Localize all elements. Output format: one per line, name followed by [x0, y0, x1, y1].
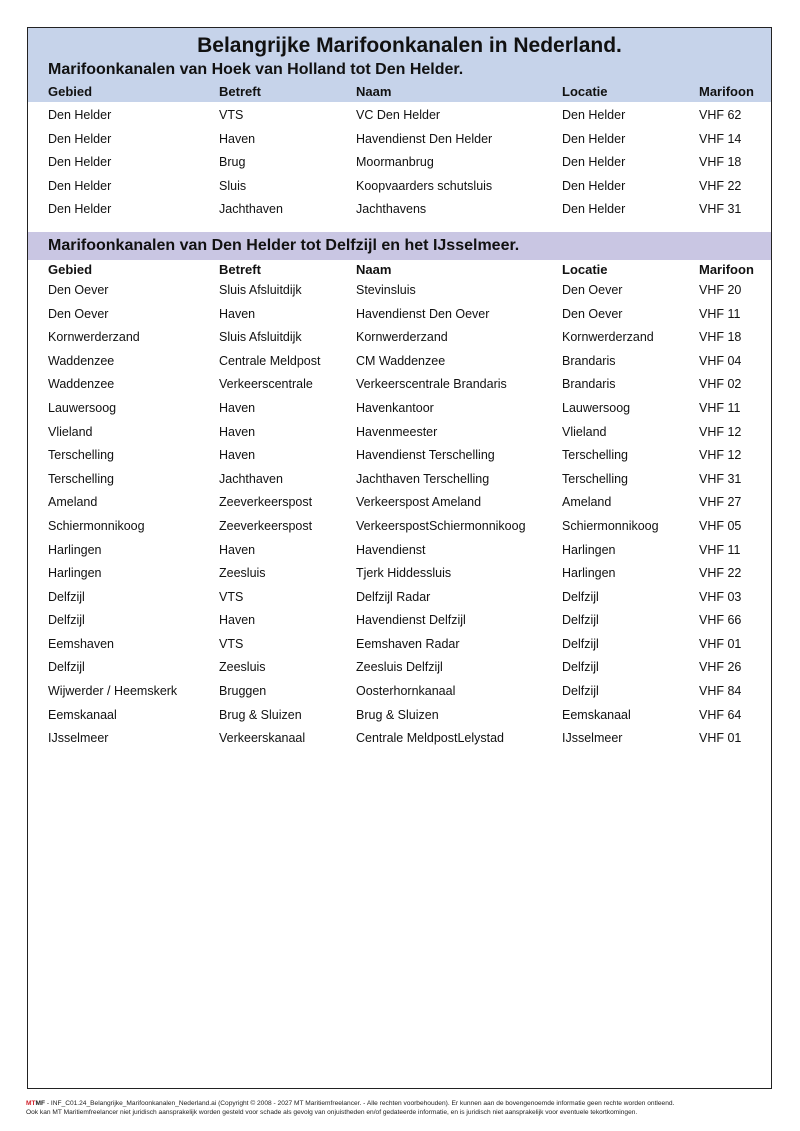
cell-marifoon: VHF 12	[699, 448, 742, 463]
cell-marifoon: VHF 64	[699, 707, 742, 722]
cell-marifoon: VHF 20	[699, 282, 742, 297]
cell-gebied: Kornwerderzand	[48, 330, 140, 345]
column-header-betreft: Betreft	[219, 261, 261, 277]
cell-marifoon: VHF 31	[699, 202, 742, 217]
cell-gebied: Ameland	[48, 495, 98, 510]
cell-gebied: Den Helder	[48, 155, 112, 170]
cell-marifoon: VHF 11	[699, 542, 741, 557]
table-row	[28, 680, 771, 704]
cell-locatie: Den Oever	[562, 306, 623, 321]
table-row	[28, 468, 771, 492]
cell-gebied: Delfzijl	[48, 613, 85, 628]
brand-mt: MT	[26, 1100, 36, 1107]
cell-gebied: Delfzijl	[48, 660, 85, 675]
cell-naam: Havendienst Delfzijl	[356, 613, 466, 628]
cell-gebied: Eemshaven	[48, 636, 115, 651]
table-row	[28, 586, 771, 610]
cell-gebied: Wijwerder / Heemskerk	[48, 684, 178, 699]
cell-naam: Kornwerderzand	[356, 330, 448, 345]
cell-gebied: Den Oever	[48, 306, 109, 321]
table-row	[28, 704, 771, 728]
cell-naam: Tjerk Hiddessluis	[356, 566, 452, 581]
cell-marifoon: VHF 31	[699, 471, 742, 486]
cell-locatie: Ameland	[562, 495, 612, 510]
cell-gebied: Den Helder	[48, 108, 112, 122]
cell-marifoon: VHF 27	[699, 495, 742, 510]
cell-betreft: Bruggen	[219, 684, 267, 699]
cell-marifoon: VHF 02	[699, 377, 742, 392]
cell-betreft: Haven	[219, 306, 256, 321]
cell-marifoon: VHF 12	[699, 424, 742, 439]
table-row	[28, 350, 771, 374]
section2-column-headers	[28, 260, 771, 279]
cell-marifoon: VHF 84	[699, 684, 742, 699]
cell-betreft: Jachthaven	[219, 202, 283, 217]
cell-betreft: Brug & Sluizen	[219, 707, 302, 722]
cell-locatie: IJsselmeer	[562, 731, 623, 746]
table-row	[28, 539, 771, 563]
cell-gebied: Waddenzee	[48, 353, 115, 368]
cell-marifoon: VHF 18	[699, 330, 742, 345]
cell-marifoon: VHF 11	[699, 400, 741, 415]
cell-gebied: Den Oever	[48, 282, 109, 297]
cell-gebied: Den Helder	[48, 202, 112, 217]
cell-marifoon: VHF 05	[699, 518, 742, 533]
cell-betreft: Zeesluis	[219, 660, 266, 675]
cell-betreft: Jachthaven	[219, 471, 283, 486]
cell-locatie: Brandaris	[562, 353, 616, 368]
cell-locatie: Terschelling	[562, 448, 629, 463]
table-row	[28, 397, 771, 421]
brand-mf: MF	[35, 1100, 46, 1107]
column-header-locatie: Locatie	[562, 261, 608, 277]
column-header-gebied: Gebied	[48, 261, 93, 277]
cell-naam: Eemshaven Radar	[356, 636, 460, 651]
cell-naam: Stevinsluis	[356, 282, 416, 297]
cell-gebied: Den Helder	[48, 178, 112, 193]
table-row	[28, 444, 771, 468]
cell-locatie: Lauwersoog	[562, 400, 631, 415]
cell-betreft: Sluis Afsluitdijk	[219, 330, 302, 345]
table-row	[28, 279, 771, 303]
table-row	[28, 373, 771, 397]
cell-marifoon: VHF 14	[699, 131, 742, 146]
column-header-gebied: Gebied	[48, 84, 93, 99]
cell-locatie: Delfzijl	[562, 589, 599, 604]
cell-marifoon: VHF 66	[699, 613, 742, 628]
cell-naam: Havendienst Terschelling	[356, 448, 495, 463]
table-row	[28, 727, 771, 751]
cell-naam: Jachthavens	[356, 202, 427, 217]
footer-line-2: Ook kan MT Maritiemfreelancer niet juridisch aansprakelijk worden gesteld voor schade als gevolg van onjuistheden en/of gedateerde informatie, en is juridisch niet aansprakelijk voor eventuele tekortkomingen.	[26, 1109, 638, 1116]
cell-betreft: Haven	[219, 424, 256, 439]
footer-line-1	[26, 1099, 786, 1108]
table-row	[28, 421, 771, 445]
cell-gebied: Delfzijl	[48, 589, 85, 604]
cell-naam: Oosterhornkanaal	[356, 684, 456, 699]
cell-naam: Havenkantoor	[356, 400, 434, 415]
cell-naam: Havenmeester	[356, 424, 438, 439]
cell-naam: VC Den Helder	[356, 108, 441, 122]
cell-gebied: Schiermonnikoog	[48, 518, 145, 533]
cell-betreft: Haven	[219, 131, 256, 146]
cell-locatie: Delfzijl	[562, 660, 599, 675]
table-row	[28, 326, 771, 350]
cell-marifoon: VHF 11	[699, 306, 741, 321]
column-header-marifoon: Marifoon	[699, 84, 754, 99]
cell-locatie: Vlieland	[562, 424, 607, 439]
table-row	[28, 128, 771, 152]
section1-column-headers	[48, 82, 771, 101]
cell-marifoon: VHF 04	[699, 353, 742, 368]
cell-betreft: Verkeerscentrale	[219, 377, 313, 392]
cell-locatie: Delfzijl	[562, 636, 599, 651]
cell-naam: Havendienst Den Oever	[356, 306, 490, 321]
section1-table	[28, 102, 771, 222]
cell-betreft: Centrale Meldpost	[219, 353, 321, 368]
cell-naam: Zeesluis Delfzijl	[356, 660, 443, 675]
cell-locatie: Den Helder	[562, 155, 626, 170]
cell-locatie: Den Helder	[562, 108, 626, 122]
cell-betreft: Zeeverkeerspost	[219, 495, 313, 510]
cell-locatie: Brandaris	[562, 377, 616, 392]
footer-text-1: - INF_C01.24_Belangrijke_Marifoonkanalen_Nederland.ai (Copyright © 2008 - 2027 MT Maritiemfreelancer. - Alle rechten voorbehouden). Er kunnen aan de bovengenoemde informatie geen rechte worden ontleend.	[45, 1100, 675, 1107]
cell-betreft: Verkeerskanaal	[219, 731, 306, 746]
cell-locatie: Schiermonnikoog	[562, 518, 659, 533]
column-header-marifoon: Marifoon	[699, 261, 754, 277]
table-row	[28, 175, 771, 199]
cell-naam: CM Waddenzee	[356, 353, 446, 368]
cell-naam: Jachthaven Terschelling	[356, 471, 490, 486]
cell-marifoon: VHF 03	[699, 589, 742, 604]
cell-marifoon: VHF 22	[699, 566, 742, 581]
cell-gebied: Den Helder	[48, 131, 112, 146]
cell-naam: Koopvaarders schutsluis	[356, 178, 493, 193]
cell-naam: Moormanbrug	[356, 155, 434, 170]
cell-betreft: Brug	[219, 155, 246, 170]
cell-betreft: Zeesluis	[219, 566, 266, 581]
cell-naam: VerkeerspostSchiermonnikoog	[356, 518, 526, 533]
cell-gebied: Harlingen	[48, 542, 102, 557]
cell-betreft: Sluis Afsluitdijk	[219, 282, 302, 297]
cell-locatie: Eemskanaal	[562, 707, 631, 722]
cell-gebied: Terschelling	[48, 448, 115, 463]
table-row	[28, 633, 771, 657]
cell-marifoon: VHF 18	[699, 155, 742, 170]
cell-gebied: IJsselmeer	[48, 731, 109, 746]
cell-betreft: VTS	[219, 589, 244, 604]
column-header-naam: Naam	[356, 84, 392, 99]
cell-marifoon: VHF 26	[699, 660, 742, 675]
section1-title: Marifoonkanalen van Hoek van Holland tot Den Helder.	[48, 61, 464, 78]
table-row	[28, 104, 771, 128]
table-row	[28, 656, 771, 680]
cell-marifoon: VHF 01	[699, 731, 742, 746]
table-row	[28, 151, 771, 175]
cell-naam: Verkeerspost Ameland	[356, 495, 482, 510]
cell-betreft: Sluis	[219, 178, 247, 193]
cell-naam: Verkeerscentrale Brandaris	[356, 377, 507, 392]
table-row	[28, 491, 771, 515]
column-header-betreft: Betreft	[219, 84, 261, 99]
table-row	[28, 515, 771, 539]
cell-gebied: Harlingen	[48, 566, 102, 581]
cell-naam: Brug & Sluizen	[356, 707, 439, 722]
cell-betreft: Haven	[219, 613, 256, 628]
cell-betreft: Haven	[219, 400, 256, 415]
cell-locatie: Den Oever	[562, 282, 623, 297]
section2-title: Marifoonkanalen van Den Helder tot Delfzijl en het IJsselmeer.	[28, 232, 771, 260]
cell-locatie: Den Helder	[562, 131, 626, 146]
cell-locatie: Den Helder	[562, 178, 626, 193]
cell-betreft: VTS	[219, 636, 244, 651]
cell-gebied: Lauwersoog	[48, 400, 117, 415]
cell-betreft: Haven	[219, 542, 256, 557]
cell-gebied: Eemskanaal	[48, 707, 117, 722]
cell-naam: Centrale MeldpostLelystad	[356, 731, 504, 746]
column-header-naam: Naam	[356, 261, 392, 277]
cell-locatie: Terschelling	[562, 471, 629, 486]
cell-gebied: Waddenzee	[48, 377, 115, 392]
table-row	[28, 303, 771, 327]
cell-gebied: Vlieland	[48, 424, 93, 439]
cell-naam: Delfzijl Radar	[356, 589, 431, 604]
table-row	[28, 609, 771, 633]
cell-locatie: Delfzijl	[562, 684, 599, 699]
document-frame	[27, 27, 772, 1089]
cell-locatie: Harlingen	[562, 542, 616, 557]
page-title: Belangrijke Marifoonkanalen in Nederland.	[197, 34, 622, 57]
cell-naam: Havendienst Den Helder	[356, 131, 493, 146]
cell-locatie: Kornwerderzand	[562, 330, 654, 345]
cell-locatie: Harlingen	[562, 566, 616, 581]
cell-locatie: Den Helder	[562, 202, 626, 217]
cell-marifoon: VHF 22	[699, 178, 742, 193]
cell-betreft: Zeeverkeerspost	[219, 518, 313, 533]
cell-naam: Havendienst	[356, 542, 426, 557]
cell-gebied: Terschelling	[48, 471, 115, 486]
cell-marifoon: VHF 01	[699, 636, 742, 651]
table-row	[28, 562, 771, 586]
cell-locatie: Delfzijl	[562, 613, 599, 628]
column-header-locatie: Locatie	[562, 84, 608, 99]
section2-table	[28, 279, 771, 751]
section1-header	[28, 28, 771, 102]
cell-betreft: Haven	[219, 448, 256, 463]
footer-disclaimer	[26, 1099, 786, 1117]
cell-marifoon: VHF 62	[699, 108, 742, 122]
cell-betreft: VTS	[219, 108, 244, 122]
table-row	[28, 198, 771, 222]
